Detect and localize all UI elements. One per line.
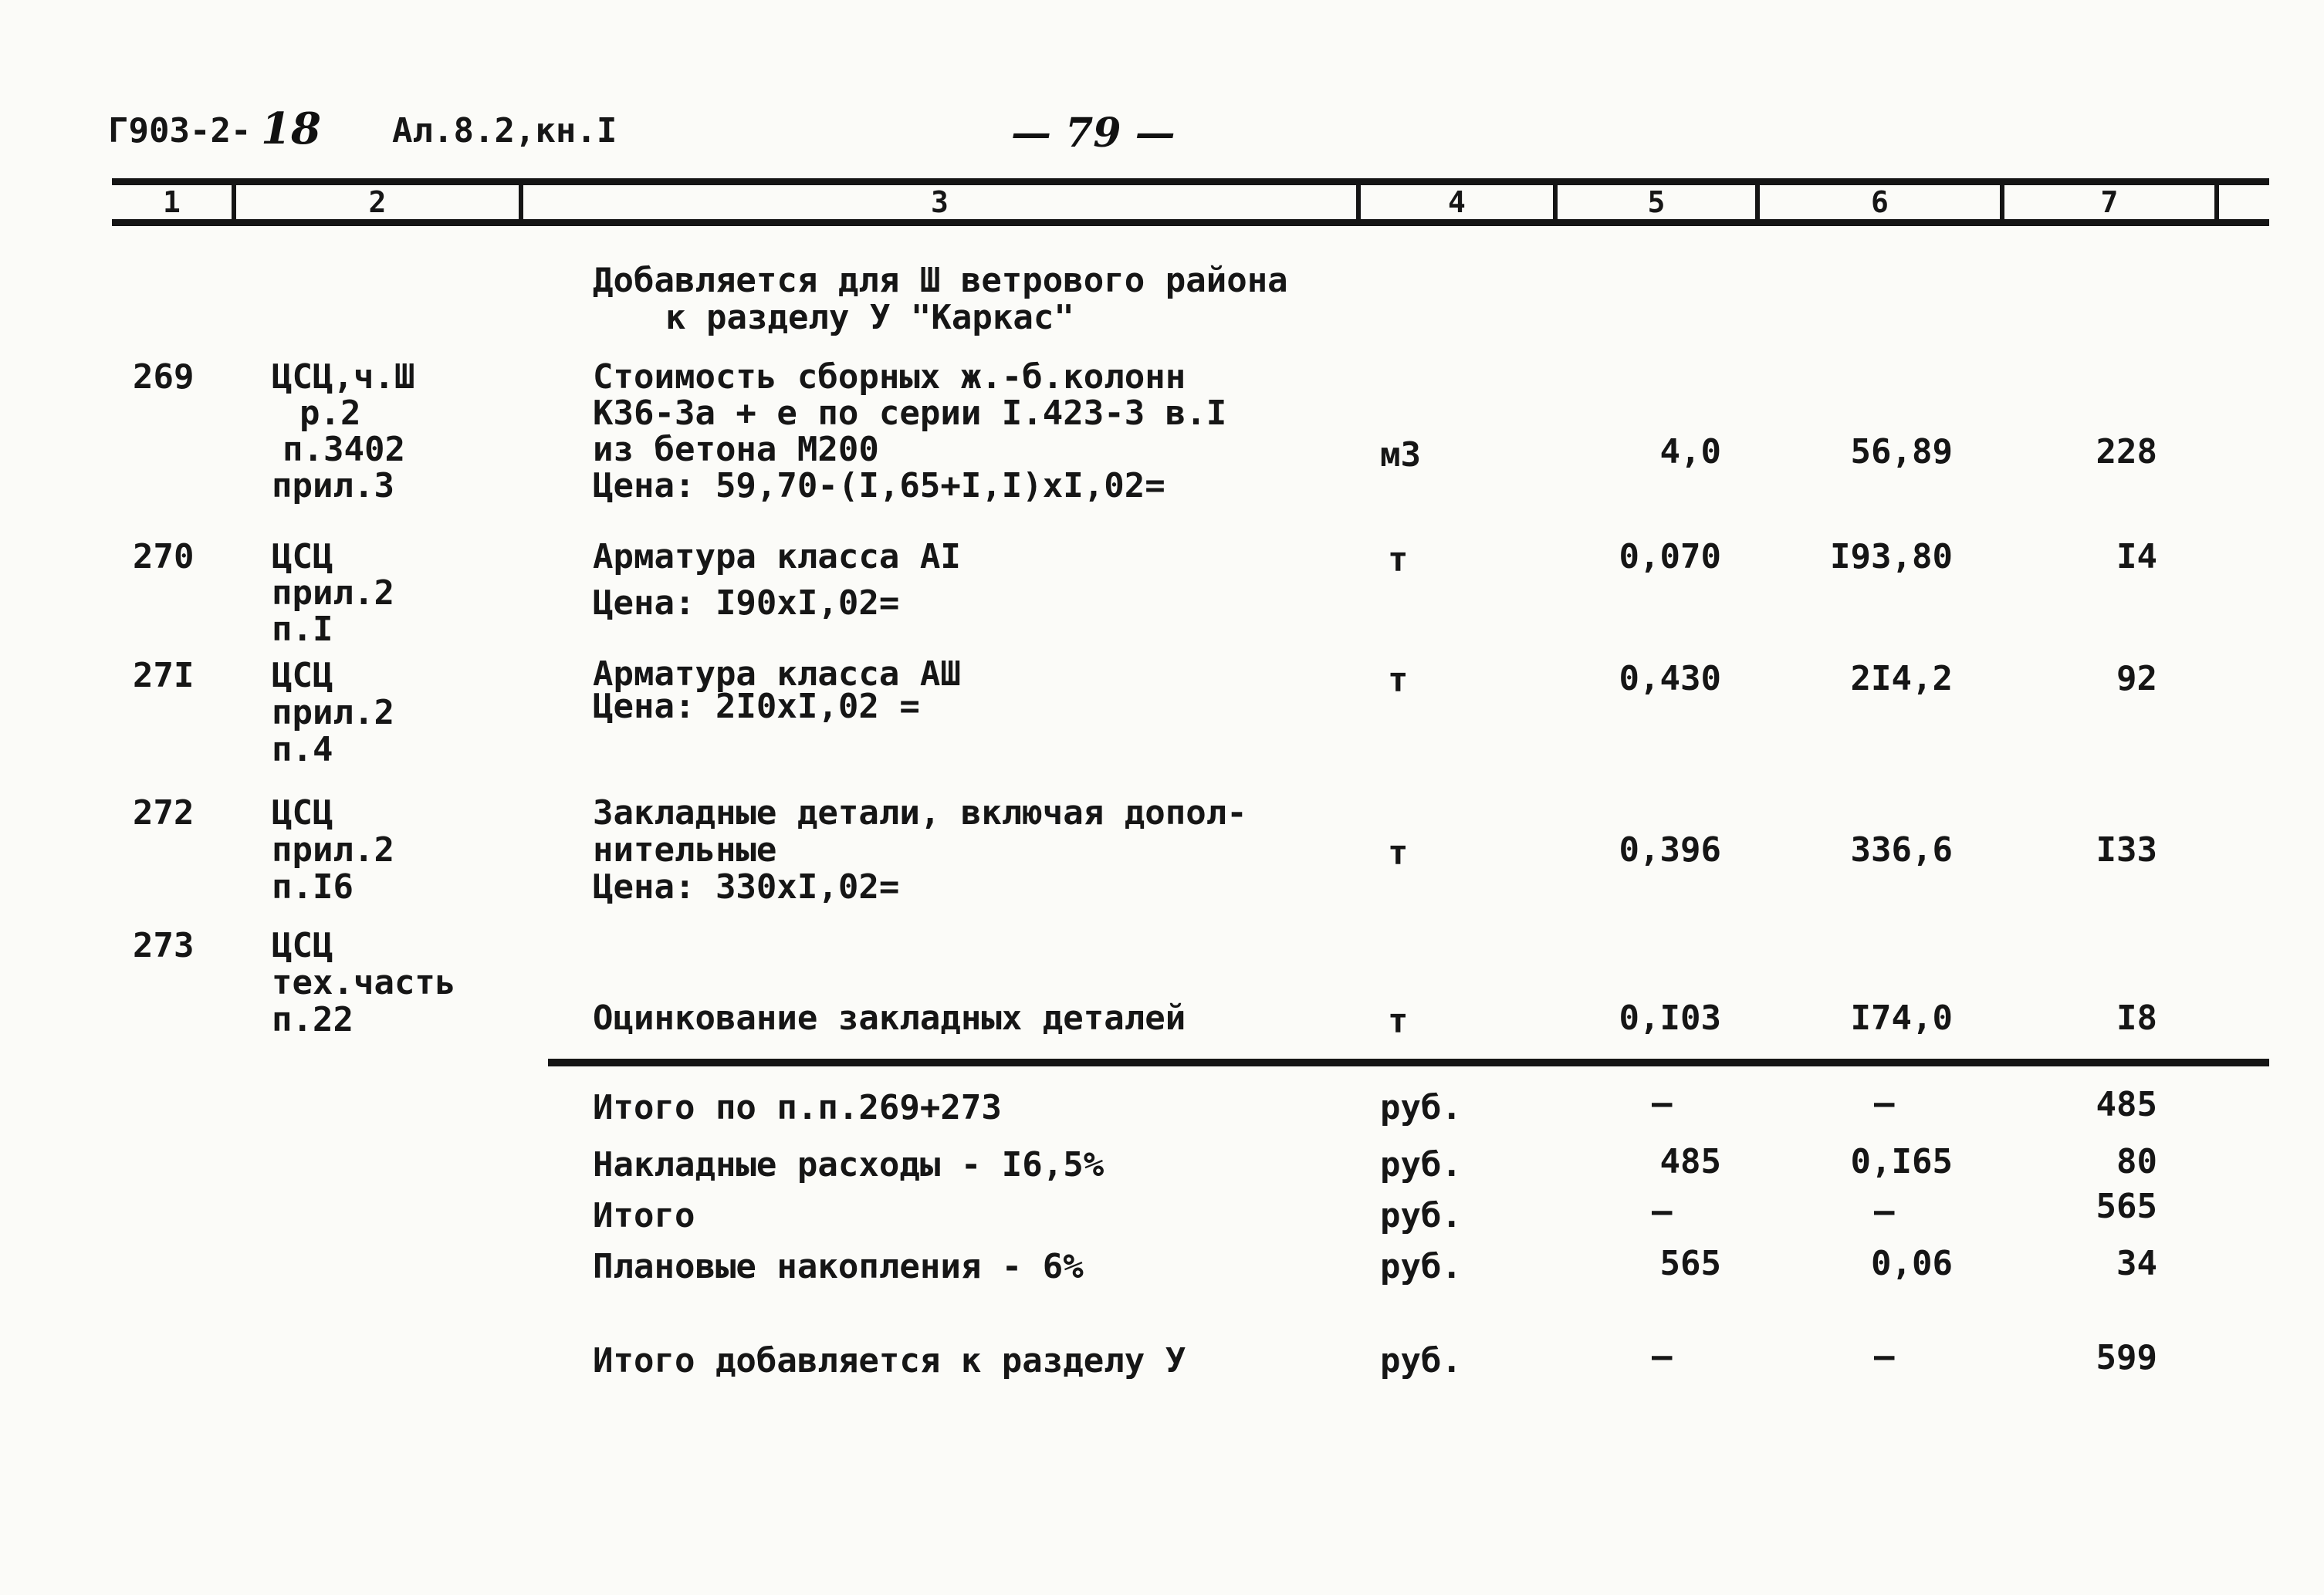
total-cell: 228 bbox=[2096, 432, 2157, 471]
doc-code-printed: Г903-2- bbox=[108, 111, 252, 150]
album-code: Ал.8.2,кн.I bbox=[392, 111, 617, 150]
column-header-5: 5 bbox=[1558, 185, 1760, 219]
price-cell: 336,6 bbox=[1850, 830, 1953, 870]
unit-cell: руб. bbox=[1380, 1196, 1462, 1235]
row-ref-line: прил.3 bbox=[272, 466, 394, 505]
price-cell: I74,0 bbox=[1850, 999, 1953, 1038]
unit-cell: руб. bbox=[1380, 1088, 1462, 1127]
row-ref-line: тех.часть bbox=[272, 963, 456, 1002]
section-heading-line1: Добавляется для Ш ветрового района bbox=[593, 261, 1288, 300]
row-ref-line: ЦСЦ bbox=[272, 793, 333, 833]
qty-cell: – bbox=[1652, 1336, 1673, 1376]
row-ref-line: р.2 bbox=[299, 394, 361, 433]
row-ref-line: ЦСЦ bbox=[272, 926, 333, 965]
qty-cell: 485 bbox=[1659, 1142, 1721, 1181]
row-number: 27I bbox=[133, 656, 195, 695]
table-column-header-band bbox=[112, 178, 2269, 226]
unit-cell: м3 bbox=[1380, 435, 1421, 475]
row-ref-line: ЦСЦ bbox=[272, 656, 333, 695]
row-desc-line: Арматура класса АI bbox=[593, 537, 961, 576]
doc-code-handwritten: 18 bbox=[261, 103, 321, 154]
row-ref-line: п.3402 bbox=[282, 430, 405, 469]
qty-cell: 0,I03 bbox=[1619, 999, 1721, 1038]
qty-cell: 0,430 bbox=[1619, 659, 1721, 698]
row-desc-line: Оцинкование закладных деталей bbox=[593, 999, 1186, 1038]
column-header-2: 2 bbox=[236, 185, 523, 219]
unit-cell: т bbox=[1388, 540, 1409, 580]
row-number: 270 bbox=[133, 537, 195, 576]
section-heading-line2: к разделу У "Каркас" bbox=[665, 298, 1074, 337]
row-ref-line: п.I bbox=[272, 610, 333, 649]
row-desc-line: Стоимость сборных ж.-б.колонн bbox=[593, 357, 1186, 397]
price-cell: – bbox=[1874, 1336, 1895, 1376]
qty-cell: 565 bbox=[1659, 1244, 1721, 1283]
row-number: 272 bbox=[133, 793, 195, 833]
row-ref-line: ЦСЦ bbox=[272, 537, 333, 576]
price-cell: – bbox=[1874, 1191, 1895, 1231]
row-desc-line: Цена: I90хI,02= bbox=[593, 583, 900, 623]
column-header-4: 4 bbox=[1361, 185, 1558, 219]
unit-cell: т bbox=[1388, 661, 1409, 700]
qty-cell: 0,070 bbox=[1619, 537, 1721, 576]
qty-cell: 4,0 bbox=[1659, 432, 1721, 471]
price-cell: – bbox=[1874, 1083, 1895, 1123]
row-number: 269 bbox=[133, 357, 195, 397]
row-desc-line: из бетона М200 bbox=[593, 430, 879, 469]
page-number: — 79 — bbox=[1011, 110, 1176, 157]
row-ref-line: п.I6 bbox=[272, 867, 354, 907]
column-header-1: 1 bbox=[112, 185, 236, 219]
unit-cell: т bbox=[1388, 833, 1409, 873]
row-ref-line: п.4 bbox=[272, 730, 333, 769]
qty-cell: – bbox=[1652, 1083, 1673, 1123]
total-cell: 599 bbox=[2096, 1338, 2157, 1377]
price-cell: 56,89 bbox=[1850, 432, 1953, 471]
column-header-7: 7 bbox=[2004, 185, 2219, 219]
price-cell: I93,80 bbox=[1830, 537, 1953, 576]
column-header-6: 6 bbox=[1760, 185, 2004, 219]
totals-label: Итого bbox=[593, 1196, 695, 1235]
unit-cell: руб. bbox=[1380, 1247, 1462, 1286]
row-ref-line: прил.2 bbox=[272, 693, 394, 732]
price-cell: 2I4,2 bbox=[1850, 659, 1953, 698]
column-header-3: 3 bbox=[523, 185, 1361, 219]
total-cell: I33 bbox=[2096, 830, 2157, 870]
totals-label: Итого добавляется к разделу У bbox=[593, 1341, 1186, 1380]
row-desc-line: Цена: 2I0хI,02 = bbox=[593, 687, 920, 726]
row-desc-line: Арматура класса АШ bbox=[593, 654, 961, 694]
total-cell: 92 bbox=[2116, 659, 2157, 698]
row-desc-line: К36-За + е по серии I.423-3 в.I bbox=[593, 394, 1227, 433]
row-ref-line: прил.2 bbox=[272, 573, 394, 613]
total-cell: 485 bbox=[2096, 1085, 2157, 1124]
total-cell: 565 bbox=[2096, 1187, 2157, 1226]
total-cell: 80 bbox=[2116, 1142, 2157, 1181]
totals-separator-rule bbox=[548, 1059, 2269, 1066]
qty-cell: – bbox=[1652, 1191, 1673, 1231]
row-ref-line: прил.2 bbox=[272, 830, 394, 870]
row-number: 273 bbox=[133, 926, 195, 965]
totals-label: Плановые накопления - 6% bbox=[593, 1247, 1084, 1286]
row-desc-line: Цена: 330хI,02= bbox=[593, 867, 900, 907]
total-cell: 34 bbox=[2116, 1244, 2157, 1283]
unit-cell: т bbox=[1388, 1002, 1409, 1041]
price-cell: 0,06 bbox=[1871, 1244, 1953, 1283]
qty-cell: 0,396 bbox=[1619, 830, 1721, 870]
total-cell: I8 bbox=[2116, 999, 2157, 1038]
row-desc-line: Закладные детали, включая допол- bbox=[593, 793, 1247, 833]
row-ref-line: п.22 bbox=[272, 1000, 354, 1039]
unit-cell: руб. bbox=[1380, 1145, 1462, 1184]
unit-cell: руб. bbox=[1380, 1341, 1462, 1380]
doc-code bbox=[108, 113, 251, 150]
price-cell: 0,I65 bbox=[1850, 1142, 1953, 1181]
row-desc-line: нительные bbox=[593, 830, 777, 870]
column-header-stub bbox=[2219, 185, 2269, 219]
totals-label: Итого по п.п.269+273 bbox=[593, 1088, 1002, 1127]
total-cell: I4 bbox=[2116, 537, 2157, 576]
row-desc-line: Цена: 59,70-(I,65+I,I)хI,02= bbox=[593, 466, 1165, 505]
totals-label: Накладные расходы - I6,5% bbox=[593, 1145, 1104, 1184]
row-ref-line: ЦСЦ,ч.Ш bbox=[272, 357, 415, 397]
